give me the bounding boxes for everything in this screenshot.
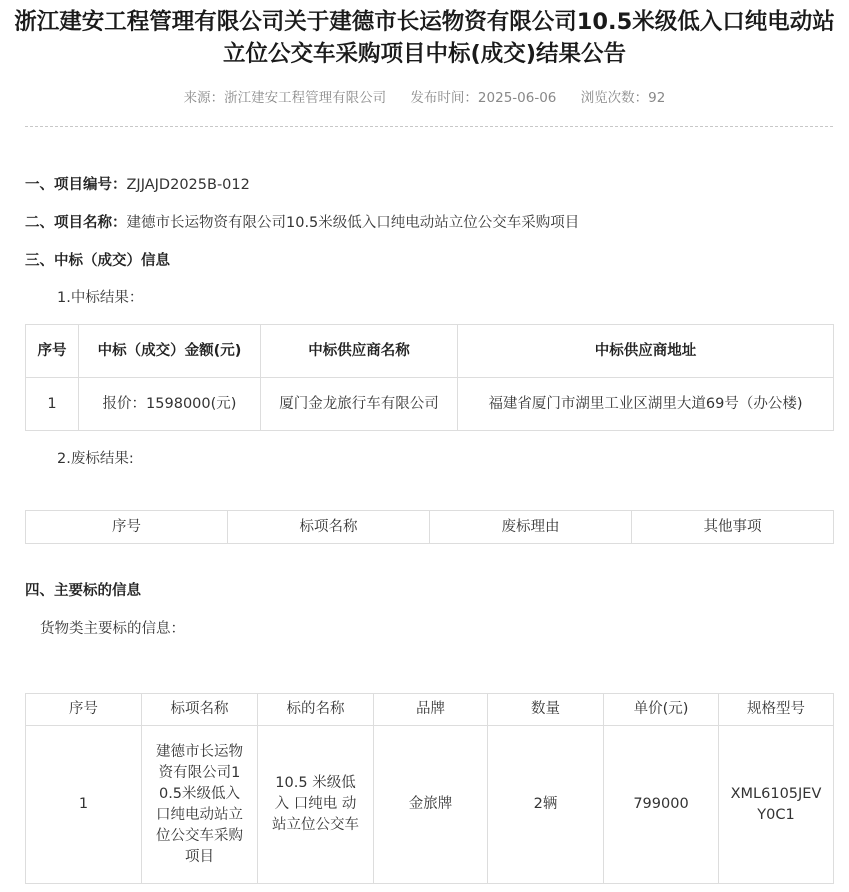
cell-unit-price: 799000: [604, 726, 719, 884]
project-name-value: 建德市长运物资有限公司10.5米级低入口纯电动站立位公交车采购项目: [126, 215, 580, 231]
header-brand: 品牌: [374, 694, 488, 726]
award-info-heading: 三、中标（成交）信息: [25, 253, 170, 269]
header-index: 序号: [26, 511, 228, 544]
title-divider: [25, 126, 833, 127]
goods-items-table: [25, 693, 834, 884]
header-supplier-address: 中标供应商地址: [458, 325, 834, 378]
project-name-line: [25, 213, 579, 233]
source-text: 来源：浙江建安工程管理有限公司: [183, 90, 387, 106]
failed-bid-subheading: 2.废标结果:: [57, 451, 134, 467]
goods-items-subheading: 货物类主要标的信息：: [40, 621, 185, 637]
header-lot-name: 标项名称: [142, 694, 258, 726]
failed-bid-table: [25, 510, 834, 544]
table-header-row: [26, 325, 834, 378]
cell-item-name: 10.5 米级低入 口纯电 动站立位公交车: [258, 726, 374, 884]
table-header-row: [26, 511, 834, 544]
page-title: 浙江建安工程管理有限公司关于建德市长运物资有限公司10.5米级低入口纯电动站立位公交车采购项目中标(成交)结果公告: [14, 9, 835, 67]
cell-index: 1: [26, 378, 79, 431]
award-result-subheading: 1.中标结果：: [57, 290, 144, 306]
cell-supplier-name: 厦门金龙旅行车有限公司: [261, 378, 458, 431]
table-row: [26, 378, 834, 431]
project-number-label: 一、项目编号：: [25, 177, 127, 193]
header-quantity: 数量: [488, 694, 604, 726]
project-number-line: [25, 175, 250, 195]
cell-model: XML6105JEVY0C1: [719, 726, 834, 884]
header-amount: 中标（成交）金额(元): [79, 325, 261, 378]
project-number-value: ZJJAJD2025B-012: [126, 177, 250, 193]
header-index: 序号: [26, 325, 79, 378]
view-count: 浏览次数：92: [580, 90, 666, 106]
header-lot-name: 标项名称: [228, 511, 430, 544]
header-supplier-name: 中标供应商名称: [261, 325, 458, 378]
table-header-row: [26, 694, 834, 726]
cell-brand: 金旅牌: [374, 726, 488, 884]
header-model: 规格型号: [719, 694, 834, 726]
cell-quantity: 2辆: [488, 726, 604, 884]
header-reason: 废标理由: [430, 511, 632, 544]
header-unit-price: 单价(元): [604, 694, 719, 726]
cell-index: 1: [26, 726, 142, 884]
cell-lot-name: 建德市长运物资有限公司10.5米级低入口纯电动站立位公交车采购项目: [142, 726, 258, 884]
table-row: [26, 726, 834, 884]
publish-time: 发布时间：2025-06-06: [410, 90, 557, 106]
project-name-label: 二、项目名称：: [25, 215, 127, 231]
cell-supplier-address: 福建省厦门市湖里工业区湖里大道69号（办公楼): [458, 378, 834, 431]
header-index: 序号: [26, 694, 142, 726]
award-result-table: [25, 324, 834, 431]
header-item-name: 标的名称: [258, 694, 374, 726]
cell-amount: 报价：1598000(元): [79, 378, 261, 431]
main-items-heading: 四、主要标的信息: [25, 583, 141, 599]
article-meta: [14, 89, 835, 107]
header-other: 其他事项: [632, 511, 834, 544]
